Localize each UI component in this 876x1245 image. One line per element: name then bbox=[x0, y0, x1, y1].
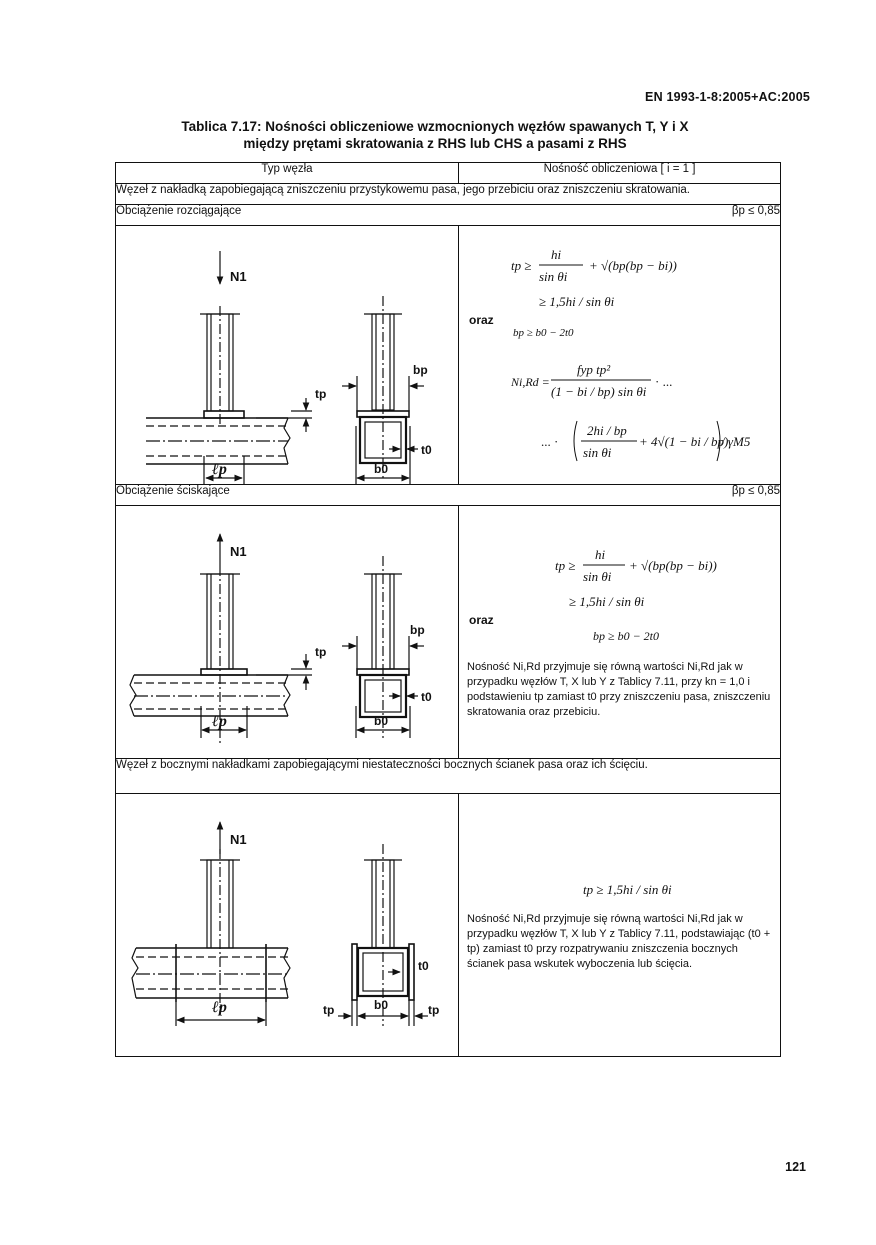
compression-joint-drawing bbox=[116, 506, 459, 758]
t-f1-den: sin θi bbox=[539, 269, 568, 284]
c-label-n1: N1 bbox=[230, 544, 247, 559]
s-label-t0: t0 bbox=[418, 959, 429, 973]
label-lp: ℓp bbox=[212, 461, 227, 478]
s-label-lp: ℓp bbox=[212, 999, 227, 1016]
tension-section bbox=[342, 296, 424, 484]
t-f5-rest: + 4√(1 − bi / bp) bbox=[639, 434, 729, 449]
c-label-lp: ℓp bbox=[212, 713, 227, 730]
t-f1-num: hi bbox=[551, 247, 562, 262]
t-f5-den: sin θi bbox=[583, 445, 612, 460]
side-plates-row bbox=[116, 794, 781, 1057]
c-label-bp: bp bbox=[410, 623, 425, 637]
s-label-n1: N1 bbox=[230, 832, 247, 847]
compression-label-row bbox=[116, 485, 781, 506]
tension-elevation bbox=[146, 251, 312, 484]
col-header-resistance: Nośność obliczeniowa [ i = 1 ] bbox=[459, 163, 781, 184]
c-f3: bp ≥ b0 − 2t0 bbox=[593, 629, 660, 643]
t-f4-dots: · ... bbox=[655, 374, 673, 389]
section-row-1 bbox=[116, 184, 781, 205]
t-oraz: oraz bbox=[469, 313, 494, 327]
label-n1: N1 bbox=[230, 269, 247, 284]
t-f3: bp ≥ b0 − 2t0 bbox=[513, 327, 574, 339]
tension-joint-drawing bbox=[116, 226, 459, 484]
table-caption bbox=[110, 118, 760, 152]
compression-joint-figure bbox=[116, 506, 458, 758]
side-plates-joint-figure bbox=[116, 794, 458, 1056]
t-f4-num: fyp tp² bbox=[577, 362, 611, 377]
c-label-tp: tp bbox=[315, 645, 327, 659]
compression-label: Obciążenie ściskające bbox=[116, 485, 230, 497]
c-f1-num: hi bbox=[595, 547, 606, 562]
tension-label-row bbox=[116, 205, 781, 226]
col-header-type: Typ węzła bbox=[116, 163, 459, 184]
compression-formula-block bbox=[459, 506, 781, 646]
label-tp: tp bbox=[315, 387, 327, 401]
label-bp: bp bbox=[413, 363, 428, 377]
t-f5-tail: / γM5 bbox=[721, 434, 751, 449]
c-oraz: oraz bbox=[469, 613, 494, 627]
t-f5-lead: ... · bbox=[541, 434, 559, 449]
compression-formulas bbox=[459, 506, 780, 758]
t-f5-num: 2hi / bp bbox=[587, 423, 627, 438]
tension-joint-figure bbox=[116, 226, 458, 484]
caption-line-2: między prętami skratowania z RHS lub CHS a pasami z RHS bbox=[243, 136, 627, 151]
section-title-plate: Węzeł z nakładką zapobiegającą zniszczeniu przystykowemu pasa, jego przebiciu oraz zniszczeniu skratowania. bbox=[116, 184, 781, 205]
caption-line-1: Tablica 7.17: Nośności obliczeniowe wzmocnionych węzłów spawanych T, Y i X bbox=[181, 119, 689, 134]
side-plates-joint-drawing bbox=[116, 794, 459, 1056]
page-number: 121 bbox=[785, 1160, 806, 1174]
c-f1-lhs: tp ≥ bbox=[555, 558, 576, 573]
side-elevation bbox=[132, 822, 290, 1026]
compression-row bbox=[116, 506, 781, 759]
tension-formulas bbox=[459, 226, 780, 484]
c-f1-rest: + √(bp(bp − bi)) bbox=[629, 558, 717, 573]
tension-condition: βp ≤ 0,85 bbox=[731, 205, 780, 217]
section-title-side-plates: Węzeł z bocznymi nakładkami zapobiegającymi niestateczności bocznych ścianek pasa oraz ich ścięciu. bbox=[116, 759, 781, 794]
c-label-t0: t0 bbox=[421, 690, 432, 704]
compression-condition: βp ≤ 0,85 bbox=[731, 485, 780, 497]
c-label-b0: b0 bbox=[374, 714, 389, 728]
side-f1: tp ≥ 1,5hi / sin θi bbox=[583, 882, 672, 897]
label-t0: t0 bbox=[421, 443, 432, 457]
tension-label: Obciążenie rozciągające bbox=[116, 205, 242, 217]
t-f1-rest: + √(bp(bp − bi)) bbox=[589, 258, 677, 273]
tension-row bbox=[116, 226, 781, 485]
resistance-table bbox=[115, 162, 781, 1057]
section-row-2 bbox=[116, 759, 781, 794]
label-b0: b0 bbox=[374, 462, 389, 476]
tension-formula-block bbox=[459, 226, 781, 484]
standard-reference: EN 1993-1-8:2005+AC:2005 bbox=[645, 90, 810, 104]
s-label-b0: b0 bbox=[374, 998, 389, 1012]
t-f2: ≥ 1,5hi / sin θi bbox=[539, 294, 615, 309]
s-label-tp-left: tp bbox=[323, 1003, 335, 1017]
table-header-row bbox=[116, 163, 781, 184]
side-plates-formulas bbox=[459, 794, 780, 1056]
compression-section bbox=[342, 556, 424, 738]
s-label-tp-right: tp bbox=[428, 1003, 440, 1017]
t-f4-lhs: Ni,Rd = bbox=[511, 375, 550, 389]
t-f4-den: (1 − bi / bp) sin θi bbox=[551, 384, 647, 399]
c-f2: ≥ 1,5hi / sin θi bbox=[569, 594, 645, 609]
t-f1-lhs: tp ≥ bbox=[511, 258, 532, 273]
side-note: Nośność Ni,Rd przyjmuje się równą wartości Ni,Rd jak w przypadku węzłów T, X lub Y z Tablicy 7.11, podstawiając (t0 + tp) zamiast t0 przy rozpatrywaniu zniszczenia bocznych ścianek pasa wskutek wyboczenia lub ścięcia. bbox=[467, 913, 771, 970]
compression-note: Nośność Ni,Rd przyjmuje się równą wartości Ni,Rd jak w przypadku węzłów T, X lub Y z Tablicy 7.11, przy kn = 1,0 i podstawieniu tp zamiast t0 przy zniszczeniu pasa, zniszczeniu skratowania oraz przebiciu. bbox=[467, 661, 771, 718]
c-f1-den: sin θi bbox=[583, 569, 612, 584]
